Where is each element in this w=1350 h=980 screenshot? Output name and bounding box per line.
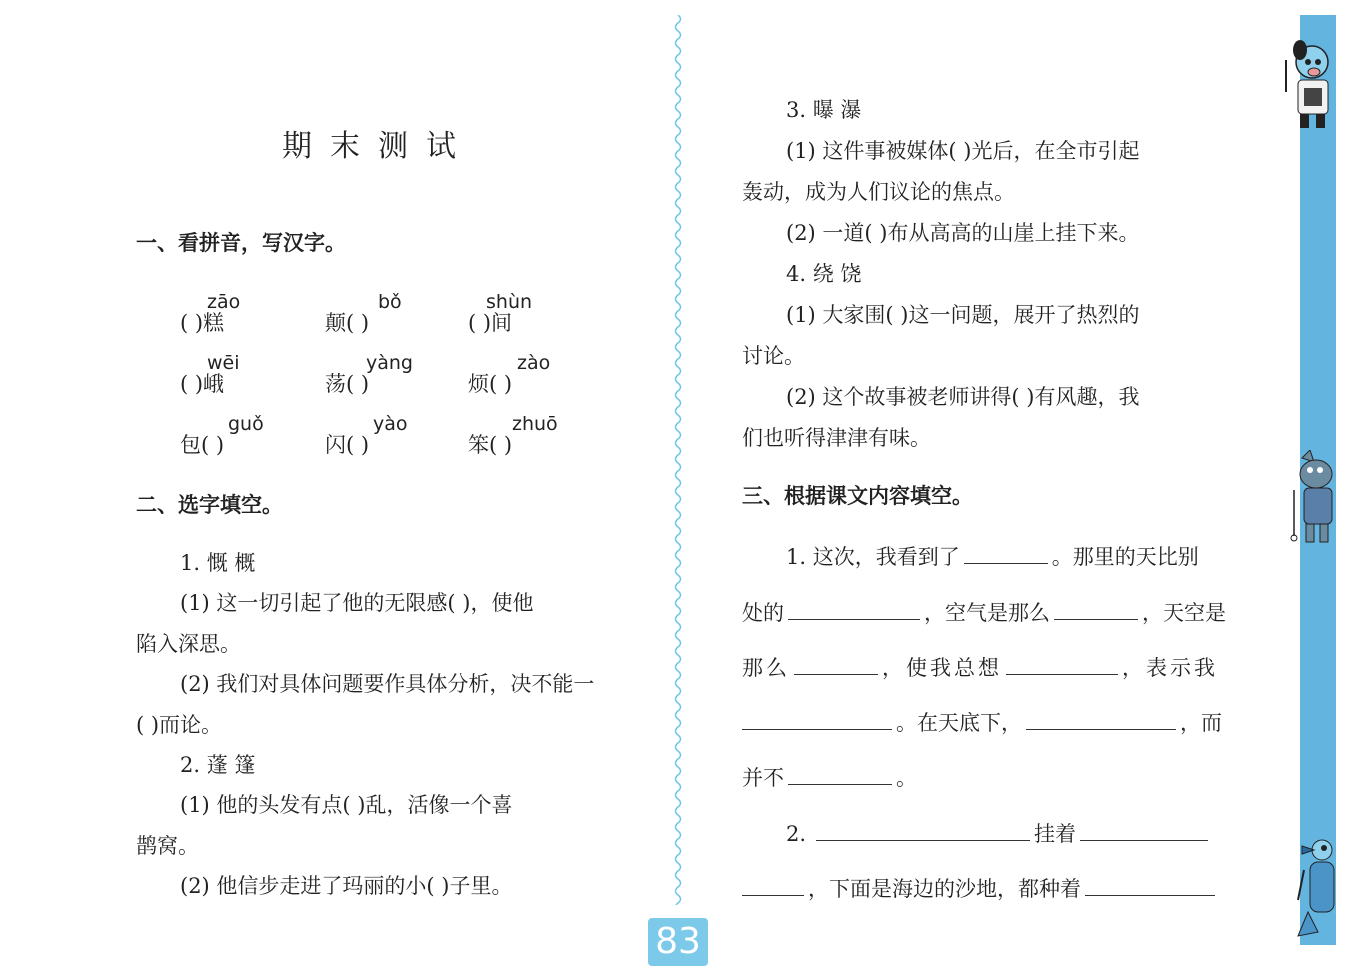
fill-blank[interactable] <box>1080 822 1208 841</box>
q1-line-2 <box>742 601 1226 624</box>
left-page <box>0 0 670 980</box>
blank-2-0: 包( ) <box>180 433 225 457</box>
blank-0-2: ( )间 <box>468 311 513 335</box>
right-line: 讨论。 <box>742 344 805 368</box>
q1-text: ，天空是 <box>1142 601 1226 625</box>
q1-line-5 <box>742 766 917 789</box>
right-line: 轰动，成为人们议论的焦点。 <box>742 180 1015 204</box>
page-number: 83 <box>648 918 708 966</box>
section2-line: 1. 慨 概 <box>180 551 256 575</box>
blank-1-0: ( )峨 <box>180 372 225 396</box>
section1-heading: 一、看拼音，写汉字。 <box>136 231 346 255</box>
q1-text: 1. 这次，我看到了 <box>786 545 960 569</box>
section2-line: 陷入深思。 <box>136 632 241 656</box>
pinyin-0-0: zāo <box>207 291 241 313</box>
section2-line: (1) 这一切引起了他的无限感( )，使他 <box>180 591 534 615</box>
fill-blank[interactable] <box>794 656 878 675</box>
section2-line: (1) 他的头发有点( )乱，活像一个喜 <box>180 793 513 817</box>
q2-line-2 <box>742 877 1219 900</box>
q1-text: 并不 <box>742 766 784 790</box>
fill-blank[interactable] <box>742 711 892 730</box>
blank-1-2: 烦( ) <box>468 372 513 396</box>
q2-text: 2. <box>786 822 807 846</box>
bird-mascot-icon <box>1288 836 1340 946</box>
page-title: 期末测试 <box>282 129 474 164</box>
q1-text: ，而 <box>1180 711 1222 735</box>
pinyin-2-0: guǒ <box>228 413 264 435</box>
dog-mascot-icon <box>1278 40 1340 132</box>
pinyin-2-1: yào <box>373 413 408 435</box>
blank-2-1: 闪( ) <box>325 433 370 457</box>
section2-line: 2. 蓬 篷 <box>180 753 256 777</box>
q2-text: 挂着 <box>1034 822 1077 846</box>
right-line: 4. 绕 饶 <box>786 262 862 286</box>
q2-text: ，下面是海边的沙地，都种着 <box>808 877 1081 901</box>
q1-text: 那么 <box>742 656 790 680</box>
q1-text: 处的 <box>742 601 784 625</box>
q1-text: 。 <box>896 766 917 790</box>
pinyin-2-2: zhuō <box>512 413 558 435</box>
q1-text: ，使我总想 <box>882 656 1002 680</box>
fill-blank[interactable] <box>1085 877 1215 896</box>
section2-line: (2) 我们对具体问题要作具体分析，决不能一 <box>180 672 595 696</box>
q1-text: 。在天底下， <box>896 711 1022 735</box>
q1-text: 。那里的天比别 <box>1051 545 1199 569</box>
section2-line: (2) 他信步走进了玛丽的小( )子里。 <box>180 874 513 898</box>
fill-blank[interactable] <box>1054 601 1138 620</box>
pinyin-1-1: yàng <box>366 352 413 374</box>
q1-text: ，空气是那么 <box>924 601 1050 625</box>
section3-heading: 三、根据课文内容填空。 <box>742 484 973 508</box>
fill-blank[interactable] <box>1006 656 1118 675</box>
fill-blank[interactable] <box>964 545 1048 564</box>
blank-0-1: 颠( ) <box>325 311 370 335</box>
q1-line-3 <box>742 656 1218 679</box>
blank-2-2: 笨( ) <box>468 433 513 457</box>
pinyin-1-2: zào <box>517 352 551 374</box>
q2-line-1 <box>786 822 1212 845</box>
fill-blank[interactable] <box>788 601 920 620</box>
blank-1-1: 荡( ) <box>325 372 370 396</box>
section2-heading: 二、选字填空。 <box>136 493 283 517</box>
right-page <box>690 0 1350 980</box>
wolf-mascot-icon <box>1284 450 1340 550</box>
right-line: (2) 一道( )布从高高的山崖上挂下来。 <box>786 221 1140 245</box>
fill-blank[interactable] <box>1026 711 1176 730</box>
section2-line: 鹊窝。 <box>136 834 199 858</box>
right-line: (1) 这件事被媒体( )光后，在全市引起 <box>786 139 1140 163</box>
q1-text: ，表示我 <box>1122 656 1218 680</box>
fill-blank[interactable] <box>742 877 804 896</box>
right-line: 3. 曝 瀑 <box>786 98 862 122</box>
pinyin-1-0: wēi <box>207 352 240 374</box>
pinyin-0-2: shùn <box>486 291 533 313</box>
fill-blank[interactable] <box>816 822 1030 841</box>
fill-blank[interactable] <box>788 766 892 785</box>
blank-0-0: ( )糕 <box>180 311 225 335</box>
q1-line-1 <box>786 545 1199 568</box>
pinyin-0-1: bǒ <box>378 291 402 313</box>
right-line: (1) 大家围( )这一问题，展开了热烈的 <box>786 303 1140 327</box>
q1-line-4 <box>742 711 1222 734</box>
section2-line: ( )而论。 <box>136 713 223 737</box>
right-line: (2) 这个故事被老师讲得( )有风趣，我 <box>786 385 1140 409</box>
right-line: 们也听得津津有味。 <box>742 426 931 450</box>
book-spine-divider <box>672 15 684 905</box>
